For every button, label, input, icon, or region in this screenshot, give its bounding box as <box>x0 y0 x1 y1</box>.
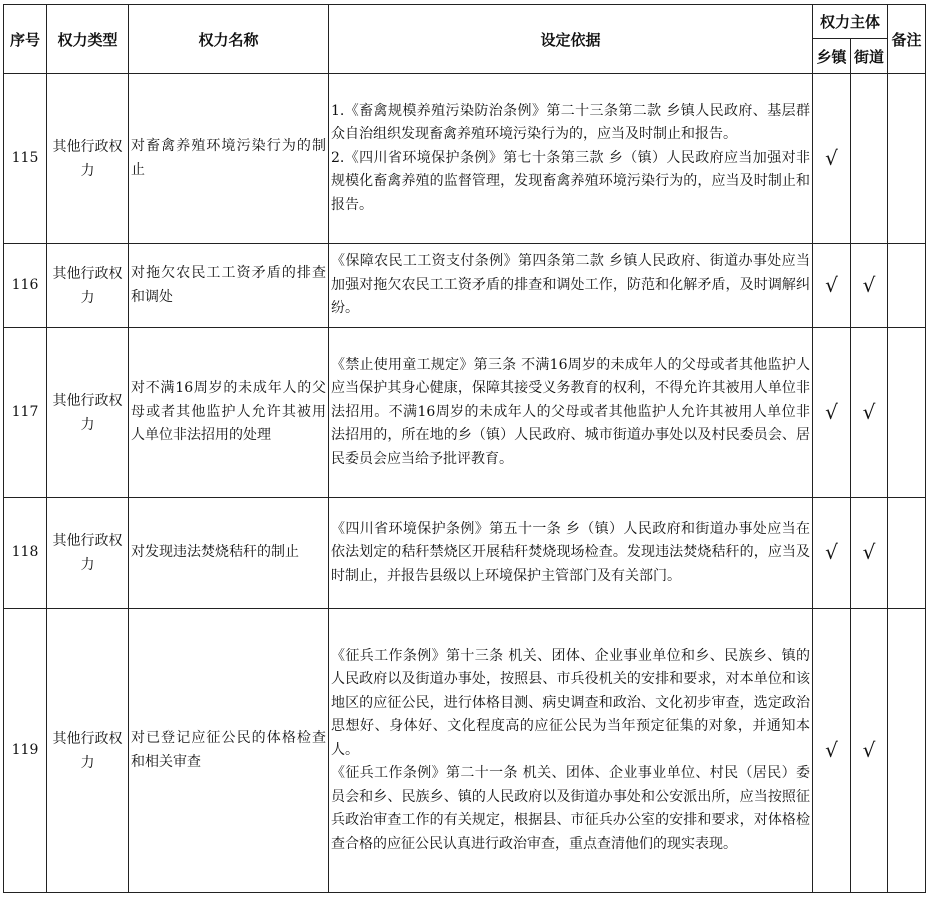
remark <box>888 244 926 328</box>
row-number: 116 <box>4 244 47 328</box>
header-subject: 权力主体 <box>813 5 888 39</box>
power-name: 对已登记应征公民的体格检查和相关审查 <box>129 609 329 893</box>
header-no: 序号 <box>4 5 47 74</box>
power-name: 对发现违法焚烧秸秆的制止 <box>129 498 329 609</box>
basis-paragraph: 《保障农民工工资支付条例》第四条第二款 乡镇人民政府、街道办事处应当加强对拖欠农民工工资矛盾的排查和调处工作，防范和化解矛盾，及时调解纠纷。 <box>331 253 810 317</box>
town-check: √ <box>813 244 851 328</box>
legal-basis <box>329 498 813 609</box>
powers-table <box>3 4 926 893</box>
power-name: 对拖欠农民工工资矛盾的排查和调处 <box>129 244 329 328</box>
town-check: √ <box>813 609 851 893</box>
table-row <box>4 74 926 244</box>
legal-basis <box>329 74 813 244</box>
power-type: 其他行政权力 <box>47 328 129 498</box>
basis-paragraph: 2.《四川省环境保护条例》第七十条第三款 乡（镇）人民政府应当加强对非规模化畜禽养殖的监督管理，发现畜禽养殖环境污染行为的，应当及时制止和报告。 <box>331 149 810 213</box>
row-number: 119 <box>4 609 47 893</box>
remark <box>888 328 926 498</box>
row-number: 115 <box>4 74 47 244</box>
legal-basis <box>329 609 813 893</box>
legal-basis <box>329 328 813 498</box>
table-row <box>4 328 926 498</box>
basis-paragraph: 《征兵工作条例》第十三条 机关、团体、企业事业单位和乡、民族乡、镇的人民政府以及街道办事处，按照县、市兵役机关的安排和要求，对本单位和该地区的应征公民，进行体格目测、病史调查和政治、文化初步审查，选定政治思想好、身体好、文化程度高的应征公民为当年预定征集的对象，并通知本人。 <box>331 647 810 758</box>
header-type: 权力类型 <box>47 5 129 74</box>
header-basis: 设定依据 <box>329 5 813 74</box>
power-type: 其他行政权力 <box>47 609 129 893</box>
header-town: 乡镇 <box>813 39 851 74</box>
town-check: √ <box>813 328 851 498</box>
basis-paragraph: 《禁止使用童工规定》第三条 不满16周岁的未成年人的父母或者其他监护人应当保护其身心健康，保障其接受义务教育的权利，不得允许其被用人单位非法招用。不满16周岁的未成年人的父母或者其他监护人允许其被用人单位非法招用的，所在地的乡（镇）人民政府、城市街道办事处以及村民委员会、居民委员会应当给予批评教育。 <box>331 356 810 467</box>
power-name: 对畜禽养殖环境污染行为的制止 <box>129 74 329 244</box>
basis-paragraph: 《四川省环境保护条例》第五十一条 乡（镇）人民政府和街道办事处应当在依法划定的秸秆禁烧区开展秸秆焚烧现场检查。发现违法焚烧秸秆的，应当及时制止，并报告县级以上环境保护主管部门及有关部门。 <box>331 520 810 584</box>
legal-basis <box>329 244 813 328</box>
street-check: √ <box>851 498 888 609</box>
remark <box>888 74 926 244</box>
header-street: 街道 <box>851 39 888 74</box>
power-type: 其他行政权力 <box>47 244 129 328</box>
basis-paragraph: 《征兵工作条例》第二十一条 机关、团体、企业事业单位、村民（居民）委员会和乡、民族乡、镇的人民政府以及街道办事处和公安派出所，应当按照征兵政治审查工作的有关规定，根据县、市征兵办公室的安排和要求，对体格检查合格的应征公民认真进行政治审查，重点查清他们的现实表现。 <box>331 765 810 852</box>
power-name: 对不满16周岁的未成年人的父母或者其他监护人允许其被用人单位非法招用的处理 <box>129 328 329 498</box>
row-number: 117 <box>4 328 47 498</box>
town-check: √ <box>813 498 851 609</box>
row-number: 118 <box>4 498 47 609</box>
header-name: 权力名称 <box>129 5 329 74</box>
town-check: √ <box>813 74 851 244</box>
remark <box>888 609 926 893</box>
remark <box>888 498 926 609</box>
street-check: √ <box>851 328 888 498</box>
power-type: 其他行政权力 <box>47 74 129 244</box>
table-row <box>4 609 926 893</box>
table-row <box>4 244 926 328</box>
header-remark: 备注 <box>888 5 926 74</box>
basis-paragraph: 1.《畜禽规模养殖污染防治条例》第二十三条第二款 乡镇人民政府、基层群众自治组织发现畜禽养殖环境污染行为的，应当及时制止和报告。 <box>331 102 810 143</box>
power-type: 其他行政权力 <box>47 498 129 609</box>
street-check: √ <box>851 244 888 328</box>
table-row <box>4 498 926 609</box>
street-check: √ <box>851 609 888 893</box>
street-check <box>851 74 888 244</box>
